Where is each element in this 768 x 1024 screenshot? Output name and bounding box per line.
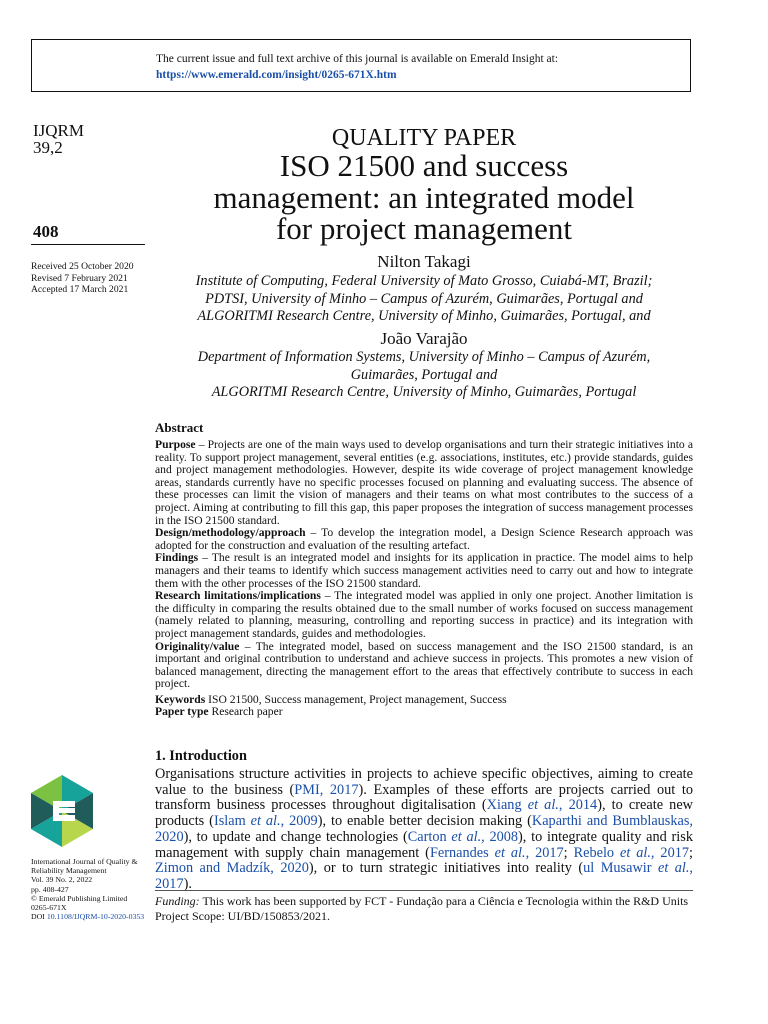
- intro-text: ), to create new products (: [155, 797, 693, 830]
- intro-text: ), to integrate quality and risk management with supply chain management (: [155, 828, 693, 861]
- paper-type-heading: QUALITY PAPER: [331, 125, 517, 151]
- introduction-paragraph: [155, 767, 693, 893]
- revised-date: Revised 7 February 2021: [31, 272, 128, 284]
- page-number-rule: [31, 244, 145, 245]
- received-date: Received 25 October 2020: [31, 261, 134, 272]
- introduction-section: [155, 748, 693, 893]
- citation-etal: et al.: [250, 813, 281, 830]
- author-name: João Varajão: [380, 329, 468, 348]
- funding-label: Funding:: [155, 894, 200, 908]
- journal-notice-box: [31, 39, 691, 92]
- citation-etal: et al.: [527, 797, 559, 814]
- volume-info: Vol. 39 No. 2, 2022: [31, 875, 93, 885]
- copyright: © Emerald Publishing Limited: [31, 893, 128, 903]
- paper-type: [155, 706, 693, 719]
- citation-link[interactable]: PMI, 2017: [294, 781, 359, 798]
- abstract-design: [155, 527, 693, 552]
- findings-text: – The result is an integrated model and insights for its application in practice. The model aims to help managers and their teams to identify which success management activities need to carry out and how to integrate them with the other processes of the ISO 21500 standard.: [155, 551, 693, 590]
- purpose-text: – Projects are one of the main ways used to develop organisations and turn their strategic initiatives into a reality. To support project management, several entities (e.g. associations, institutes, etc.) provide standards, guides and project management methodologies. However, despite its wide coverage of project management knowledge areas, standards currently have no specific processes focused on planning and evaluating success. The absence of these processes can limit the vision of managers and their teams on what most contributes to the success of a project. Aiming at contributing to fill this gap, this paper proposes the integration of success management processes in the ISO 21500 standard.: [155, 438, 693, 527]
- citation-author: ul Musawir: [583, 860, 658, 877]
- citation-etal: et al.: [619, 844, 651, 861]
- design-label: Design/methodology/approach: [155, 526, 306, 540]
- journal-name: International Journal of Quality &: [31, 857, 138, 866]
- funding-footnote: [155, 894, 693, 924]
- design-text: – To develop the integration model, a Design Science Research approach was adopted for the construction and evaluation of the resulting artefact.: [155, 526, 693, 552]
- journal-name: Reliability Management: [31, 866, 107, 876]
- intro-text: ;: [563, 844, 574, 861]
- affiliation-line: Institute of Computing, Federal University of Mato Grosso, Cuiabá-MT, Brazil;: [195, 273, 653, 289]
- originality-text: – The integrated model, based on success management and the ISO 21500 standard, is an important and original contribution to understand and achieve success in projects. This promotes a new vision of balanced management, directing the management effort to the areas that effectively contribute to success in each project.: [155, 639, 693, 691]
- citation-author: Rebelo: [573, 844, 620, 861]
- findings-label: Findings: [155, 551, 199, 565]
- volume-issue: 39,2: [33, 138, 63, 157]
- intro-text: ), to update and change technologies (: [183, 828, 408, 845]
- citation-author: Islam: [213, 813, 251, 830]
- intro-text: Organisations structure activities in projects to achieve specific objectives, aiming to create value to the business (: [155, 766, 693, 798]
- citation-author: Fernandes: [429, 844, 495, 861]
- author-affiliation: [155, 349, 693, 402]
- limitations-label: Research limitations/implications: [155, 589, 321, 603]
- intro-text: ), to enable better decision making (: [317, 813, 532, 830]
- paper-type-label: Paper type: [155, 705, 209, 719]
- intro-text: ).: [183, 875, 192, 892]
- article-title: [155, 150, 693, 245]
- originality-label: Originality/value: [155, 639, 240, 653]
- limitations-text: – The integrated model was applied in only one project. Another limitation is the difficulty in comparing the results obtained due to the small number of works focused on success management (namely related to planning, measuring, controlling and reporting success in practice) and its integration with project management standards, guides and methodologies.: [155, 589, 693, 640]
- logo-letter: [53, 801, 75, 821]
- abstract-findings: [155, 552, 693, 590]
- journal-footer: [31, 857, 146, 921]
- emerald-logo-icon: [31, 775, 93, 847]
- citation-year: , 2017: [525, 844, 564, 861]
- intro-text: ;: [689, 844, 693, 861]
- doi-label: DOI: [31, 912, 45, 922]
- funding-text: This work has been supported by FCT - Fundação para a Ciência e Tecnologia within the R&D Units Project Scope: UI/BD/150853/2021.: [155, 894, 689, 923]
- abstract-purpose: [155, 439, 693, 527]
- paper-type-text: Research paper: [208, 705, 283, 719]
- author-name: Nilton Takagi: [377, 252, 471, 271]
- abstract-heading: Abstract: [155, 420, 204, 435]
- journal-abbreviation: [33, 122, 84, 156]
- intro-text: ). Examples of these efforts are projects carried out to transform business processes throughout digitalisation (: [155, 781, 694, 814]
- citation-link[interactable]: [574, 845, 689, 861]
- issn: 0265-671X: [31, 903, 67, 913]
- citation-etal: et al.: [451, 828, 482, 845]
- page-number: 408: [33, 222, 59, 241]
- abstract-originality: [155, 641, 693, 691]
- citation-author: Xiang: [486, 797, 528, 814]
- citation-year: , 2014: [558, 797, 598, 814]
- abstract-limitations: [155, 590, 693, 640]
- page-range: pp. 408-427: [31, 884, 69, 894]
- intro-text: ), or to turn strategic initiatives into reality (: [308, 860, 584, 877]
- citation-link[interactable]: [430, 845, 564, 861]
- citation-link[interactable]: Kaparthi and Bumblauskas, 2020: [155, 813, 694, 845]
- doi-link[interactable]: 10.1108/IJQRM-10-2020-0353: [46, 912, 145, 922]
- keywords-label: Keywords: [155, 692, 206, 706]
- affiliation-line: ALGORITMI Research Centre, University of Minho, Guimarães, Portugal, and: [197, 308, 651, 324]
- affiliation-line: ALGORITMI Research Centre, University of Minho, Guimarães, Portugal: [211, 384, 637, 400]
- journal-abbr: IJQRM: [33, 121, 85, 140]
- doi-line: [31, 912, 146, 921]
- article-dates: [31, 261, 134, 296]
- citation-etal: et al.: [657, 860, 690, 877]
- abstract-section: [155, 420, 693, 719]
- citation-year: , 2008: [481, 828, 519, 845]
- accepted-date: Accepted 17 March 2021: [31, 284, 129, 296]
- citation-link[interactable]: [408, 829, 518, 845]
- footnote-rule: [155, 890, 693, 891]
- title-line: management: an integrated model: [213, 179, 635, 215]
- citation-year: , 2017: [650, 844, 690, 861]
- citation-author: Carton: [407, 828, 452, 845]
- journal-notice-text: The current issue and full text archive of this journal is available on Emerald Insight at:: [156, 53, 559, 65]
- affiliation-line: Guimarães, Portugal and: [350, 366, 498, 383]
- journal-url-link[interactable]: https://www.emerald.com/insight/0265-671X.htm: [156, 69, 397, 81]
- title-line: ISO 21500 and success: [279, 148, 569, 183]
- citation-year: , 2009: [280, 813, 318, 830]
- citation-link[interactable]: [214, 813, 318, 829]
- affiliation-line: Department of Information Systems, University of Minho – Campus of Azurém,: [197, 349, 651, 365]
- citation-link[interactable]: Zimon and Madzík, 2020: [155, 860, 309, 877]
- citation-year: , 2017: [155, 860, 693, 892]
- author-affiliation: [155, 273, 693, 326]
- introduction-heading: 1. Introduction: [155, 748, 247, 764]
- citation-link[interactable]: [487, 797, 598, 813]
- affiliation-line: PDTSI, University of Minho – Campus of Azurém, Guimarães, Portugal and: [205, 290, 643, 307]
- title-line: for project management: [275, 211, 573, 246]
- keywords-text: ISO 21500, Success management, Project management, Success: [205, 692, 507, 706]
- citation-etal: et al.: [494, 844, 526, 861]
- purpose-label: Purpose: [155, 438, 196, 451]
